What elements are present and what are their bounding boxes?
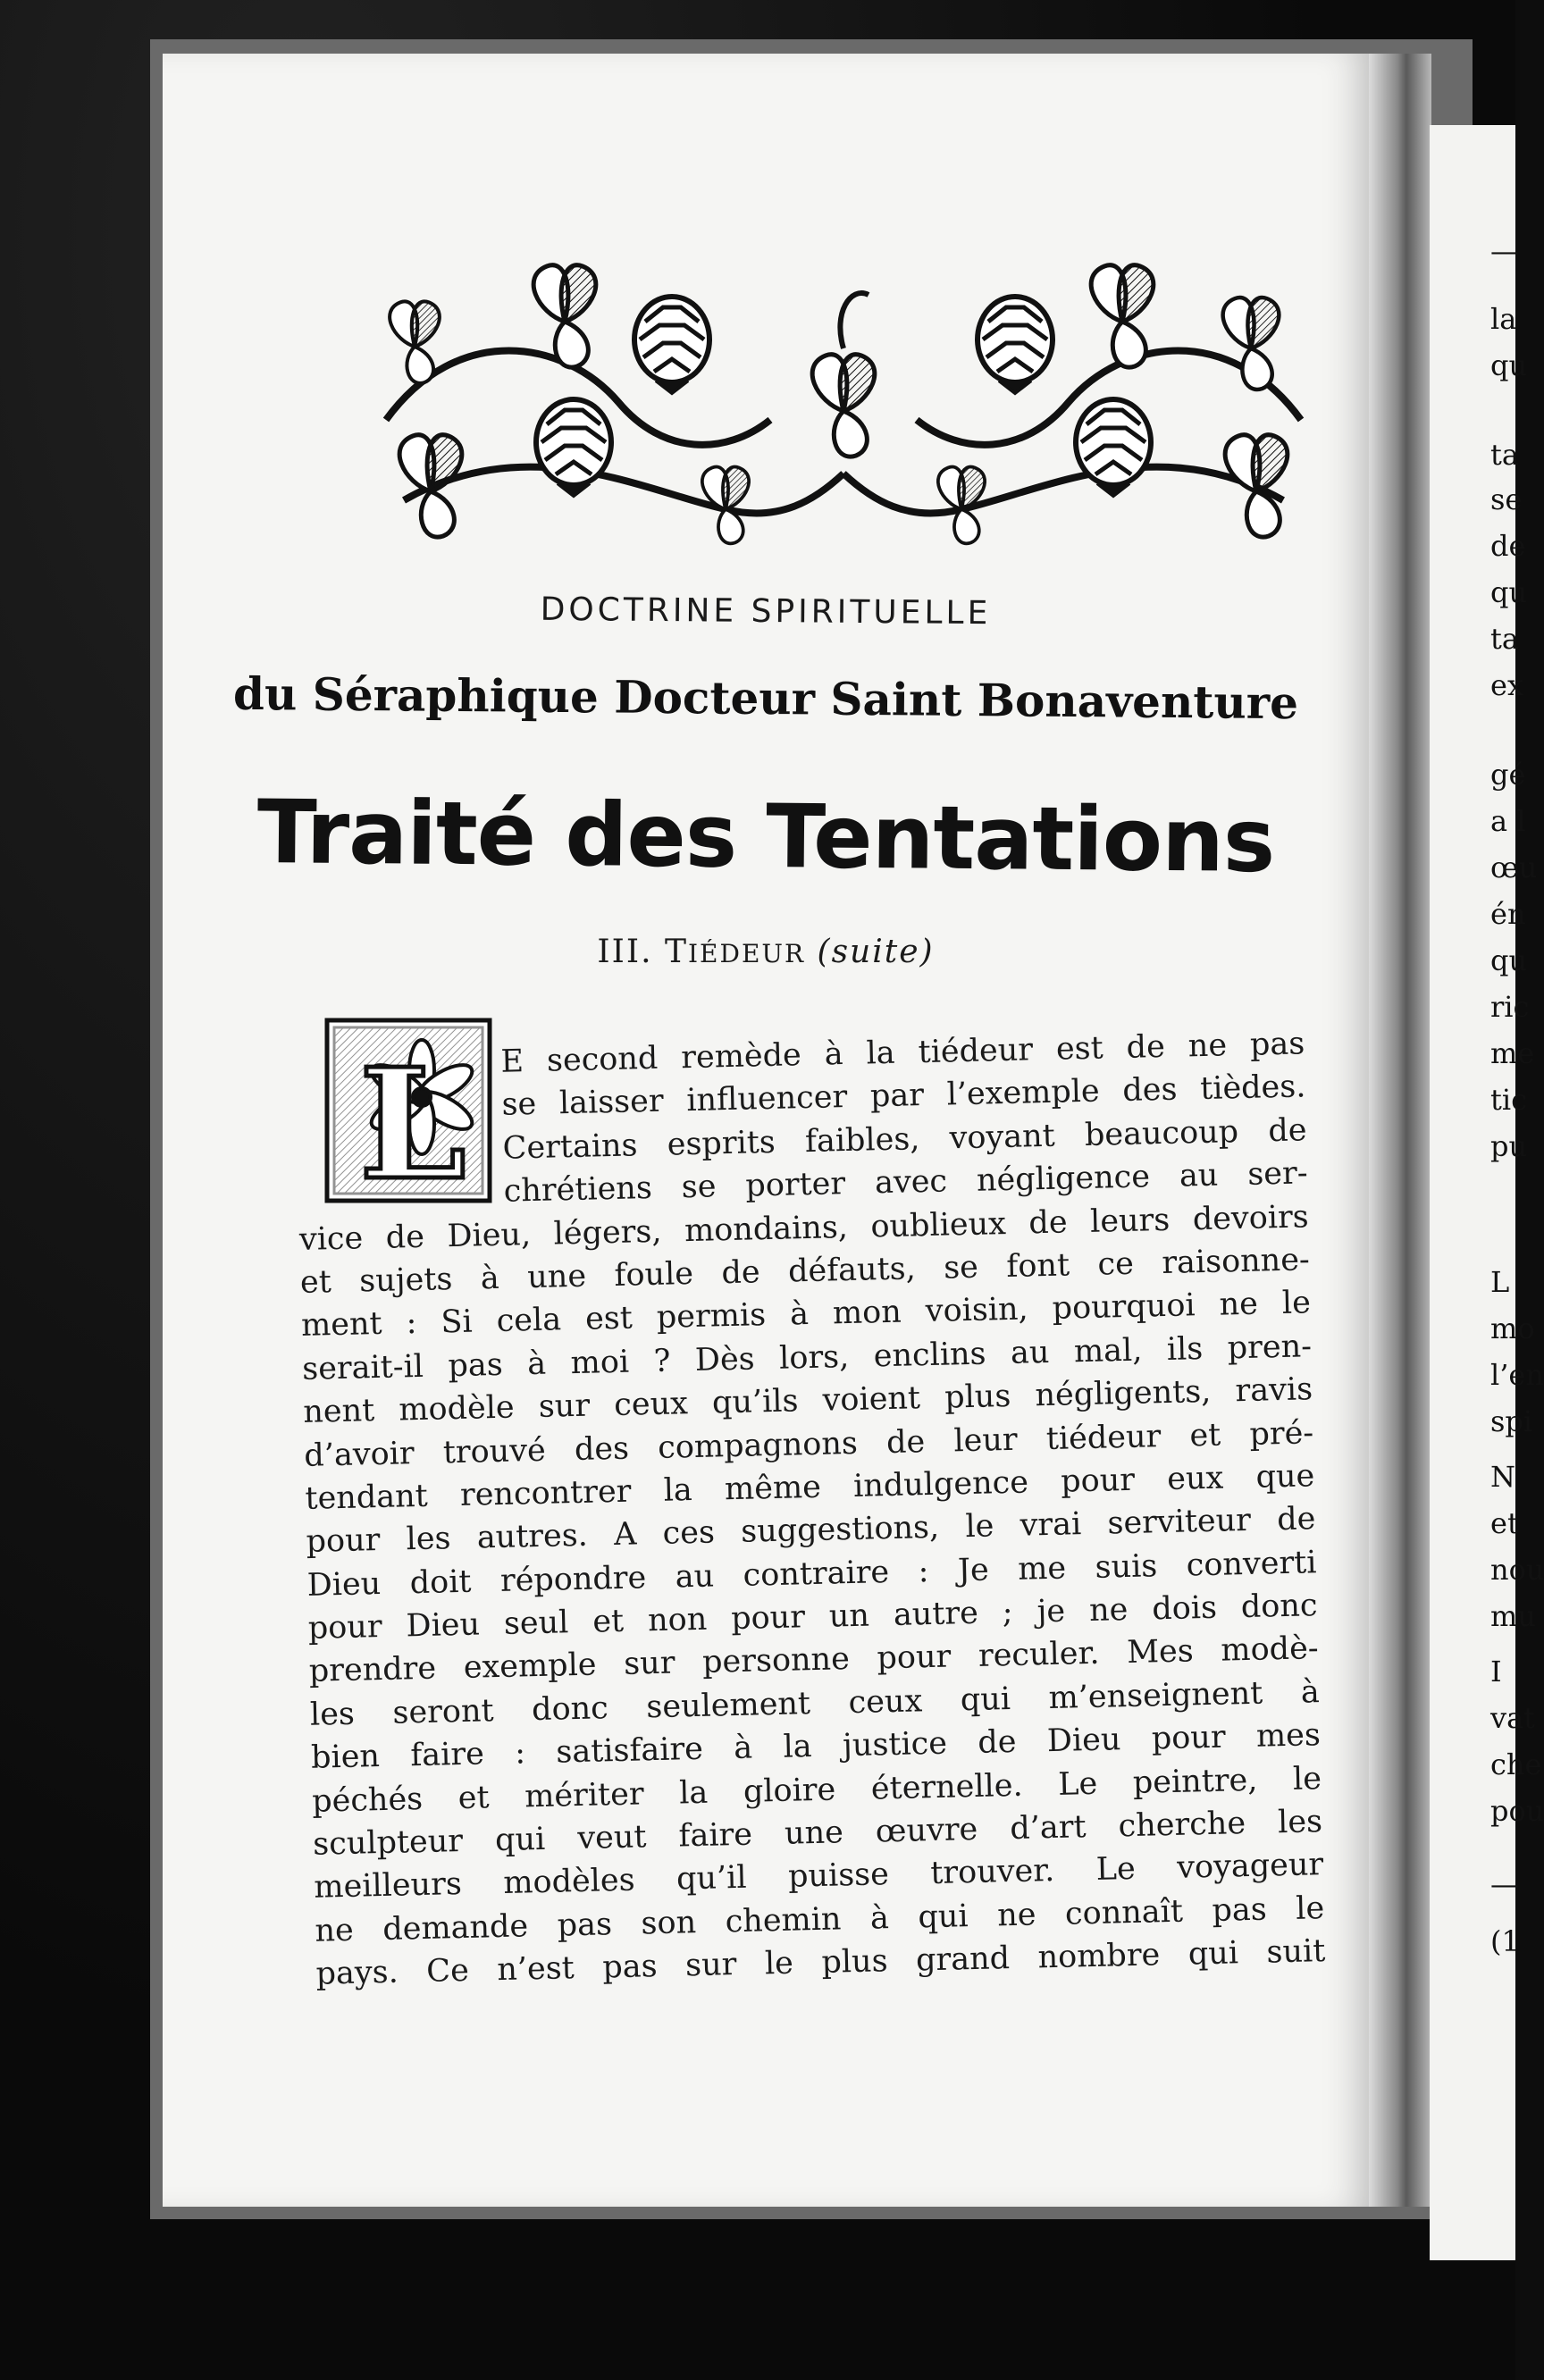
right-page-text-fragment: ric	[1490, 990, 1530, 1024]
paragraph-line: nent modèle sur ceux qu’ils voient plus négligents, ravis	[302, 1371, 1313, 1431]
right-page-text-fragment: qu	[1490, 575, 1528, 609]
right-page-text-fragment: che	[1490, 1747, 1542, 1781]
section-name-initial: T	[664, 934, 688, 970]
paragraph-line: chrétiens se porter avec négligence au ser-	[503, 1155, 1309, 1210]
right-page-text-fragment: pu	[1490, 1129, 1528, 1163]
right-page-text-fragment: spi	[1490, 1404, 1533, 1438]
drop-cap-letter: L	[359, 1035, 466, 1214]
paragraph-line: prendre exemple sur personne pour reculer. Mes modè-	[308, 1630, 1320, 1690]
section-name-rest: IÉDEUR	[688, 939, 806, 968]
right-page-text-fragment: se	[1490, 482, 1523, 516]
section-note: (suite)	[817, 934, 935, 970]
book-gutter	[1369, 54, 1431, 2207]
right-page-text-fragment: pou	[1490, 1794, 1544, 1828]
paragraph-line: E second remède à la tiédeur est de ne pas	[500, 1026, 1305, 1080]
right-page-text-fragment: qu	[1490, 348, 1528, 382]
right-page-text-fragment: l’en	[1490, 1358, 1544, 1392]
paragraph-line: pour les autres. A ces suggestions, le vrai serviteur de	[306, 1501, 1316, 1561]
section-number: III.	[597, 934, 653, 970]
right-page-text-fragment: de	[1490, 529, 1526, 563]
right-page-text-fragment: —	[1490, 1867, 1519, 1901]
paragraph-line: Certains esprits faibles, voyant beaucoup de	[502, 1112, 1307, 1167]
right-page-text-fragment: la	[1490, 302, 1517, 336]
paragraph-line: meilleurs modèles qu’il puisse trouver. Le voyageur	[313, 1847, 1324, 1907]
right-page-text-fragment: qu	[1490, 943, 1528, 977]
right-page-text-fragment: (1	[1490, 1924, 1520, 1958]
paragraph-line: pays. Ce n’est pas sur le plus grand nombre qui suit	[315, 1933, 1326, 1992]
paragraph-line: et sujets à une foule de défauts, se font ce raisonne-	[299, 1242, 1311, 1301]
paragraph-line: péchés et mériter la gloire éternelle. Le peintre, le	[311, 1760, 1322, 1820]
right-page-text-fragment: a l	[1490, 804, 1526, 838]
right-page-text-fragment: nou	[1490, 1553, 1544, 1587]
section-heading	[163, 934, 1369, 970]
right-page-text-fragment: ta	[1490, 622, 1519, 656]
paragraph-line: tendant rencontrer la même indulgence pour eux que	[305, 1458, 1315, 1517]
right-page-text-fragment: —	[1490, 234, 1519, 268]
right-page-edge	[1430, 125, 1544, 2260]
right-page-text-fragment: me	[1490, 1036, 1535, 1070]
paragraph-line: ment : Si cela est permis à mon voisin, pourquoi ne le	[300, 1285, 1312, 1345]
floral-ornament-header	[350, 268, 1337, 547]
paragraph-line: Dieu doit répondre au contraire : Je me suis converti	[306, 1544, 1317, 1604]
subtitle-heading: du Séraphique Docteur Saint Bonaventure	[232, 666, 1299, 730]
right-page-text-fragment: vat	[1490, 1701, 1536, 1735]
right-page-text-fragment: œu	[1490, 851, 1538, 884]
right-page-text-fragment: N	[1490, 1460, 1515, 1494]
paragraph-line: bien faire : satisfaire à la justice de Dieu pour mes	[310, 1717, 1322, 1777]
right-page-text-fragment: ex	[1490, 668, 1523, 702]
right-page-text-fragment: ta	[1490, 438, 1519, 472]
paragraph-line: sculpteur qui veut faire une œuvre d’art cherche les	[312, 1804, 1323, 1863]
right-page-text-fragment: mo	[1490, 1312, 1535, 1345]
paragraph-line: ne demande pas son chemin à qui ne connaît pas le	[315, 1890, 1325, 1949]
paragraph-line: se laisser influencer par l’exemple des tièdes.	[501, 1068, 1306, 1124]
page-title: Traité des Tentations	[256, 782, 1275, 892]
paragraph-line: pour Dieu seul et non pour un autre ; je ne dois donc	[307, 1588, 1318, 1647]
right-page-text-fragment: L	[1490, 1265, 1510, 1299]
right-page-text-fragment: mu	[1490, 1599, 1536, 1633]
right-page-text-fragment: én	[1490, 897, 1526, 931]
paragraph-line: vice de Dieu, légers, mondains, oublieux de leurs devoirs	[298, 1198, 1310, 1258]
right-page-text-fragment: I	[1490, 1655, 1502, 1689]
right-page-text-fragment: et	[1490, 1506, 1519, 1540]
right-page-text-fragment: gé	[1490, 758, 1526, 792]
series-heading: DOCTRINE SPIRITUELLE	[540, 591, 992, 633]
body-paragraph	[295, 1022, 1326, 1996]
right-page-text-fragment: tic	[1490, 1083, 1528, 1117]
paragraph-line: serait-il pas à moi ? Dès lors, enclins au mal, ils pren-	[301, 1328, 1313, 1387]
paragraph-line: d’avoir trouvé des compagnons de leur tiédeur et pré-	[303, 1414, 1314, 1474]
paragraph-line: les seront donc seulement ceux qui m’enseignent à	[309, 1674, 1321, 1733]
